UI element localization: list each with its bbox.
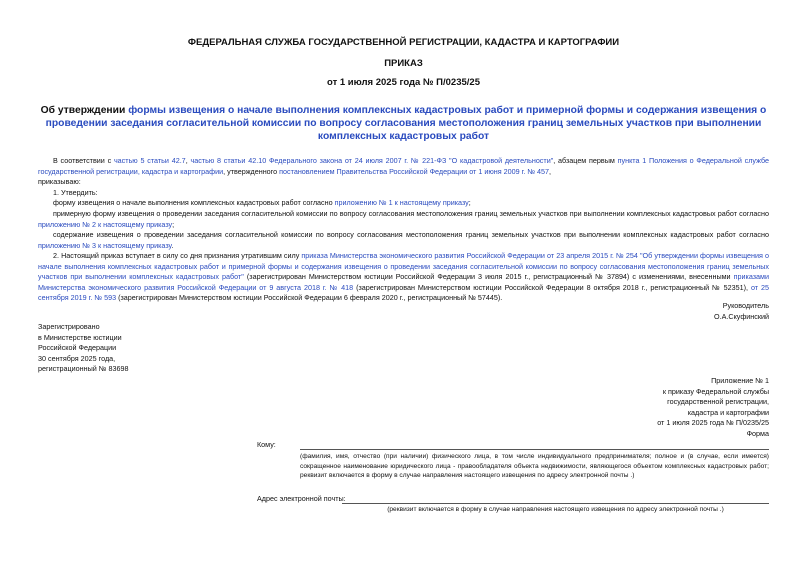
link-service-regulation[interactable]: пункта 1 Положения о Федеральной службе государственной регистрации, кадастра и картографии — [38, 156, 769, 176]
form-email-hint: (реквизит включается в форму в случае направления настоящего извещения по адресу электронной почты .) — [387, 506, 724, 513]
registration-line-5: регистрационный № 83698 — [38, 364, 129, 374]
item2-paragraph — [38, 251, 769, 304]
order-date-number: от 1 июля 2025 года № П/0235/25 — [327, 77, 480, 88]
form-email-label: Адрес электронной почты: — [257, 494, 346, 503]
preamble-text-3: , абзацем первым — [553, 156, 618, 165]
agency-name: ФЕДЕРАЛЬНАЯ СЛУЖБА ГОСУДАРСТВЕННОЙ РЕГИСТРАЦИИ, КАДАСТРА И КАРТОГРАФИИ — [187, 37, 620, 48]
appendix-header — [549, 376, 769, 440]
order-title — [38, 104, 769, 143]
appendix-line-1: Приложение № 1 — [711, 376, 769, 385]
appendix-line-3: государственной регистрации, — [667, 397, 769, 407]
item1-heading: 1. Утвердить: — [53, 188, 98, 197]
link-appendix-3[interactable]: приложению № 3 к настоящему приказу — [38, 240, 172, 250]
registration-line-4: 30 сентября 2025 года, — [38, 353, 116, 363]
link-appendix-2[interactable]: приложению № 2 к настоящему приказу — [38, 219, 173, 229]
registration-block — [38, 322, 258, 375]
appendix-line-6: Форма — [746, 428, 769, 438]
form-to-label: Кому: — [257, 440, 276, 449]
form-to-line — [300, 449, 769, 450]
item1b-end: ; — [172, 219, 175, 229]
preamble-text-1: В соответствии с — [53, 156, 114, 165]
link-order-254[interactable]: приказа Министерства экономического развития Российской Федерации от 23 апреля 2015 г. № 254 "Об утверждении формы извещения о начале выполнения комплексных кадастровых работ и примерной формы и содержания извещения о проведении заседания согласительной комиссии по вопросу согласования местоположения границ земельных участков при выполнении комплексных кадастровых работ" — [38, 251, 769, 282]
item1c-end: . — [171, 240, 174, 250]
item1a-end: ; — [468, 198, 471, 207]
preamble-text-4: , утвержденного — [223, 166, 280, 176]
registration-line-2: в Министерстве юстиции — [38, 332, 122, 342]
link-order-418[interactable]: приказами Министерства экономического развития Российской Федерации от 9 августа 2018 г. № 418 — [38, 272, 769, 292]
item1b-text: примерную форму извещения о проведении заседания согласительной комиссии по вопросу согласования местоположения границ земельных участков при выполнении комплексных кадастровых работ согласно — [53, 209, 769, 218]
form-email-line — [342, 503, 769, 504]
link-government-decree-457[interactable]: постановлением Правительства Российской Федерации от 1 июня 2009 г. № 457 — [279, 166, 550, 176]
appendix-line-5: от 1 июля 2025 года № П/0235/25 — [657, 418, 769, 428]
item2-text-1: 2. Настоящий приказ вступает в силу со дня признания утратившим силу — [53, 251, 302, 260]
registration-line-3: Российской Федерации — [38, 343, 117, 353]
link-appendix-1[interactable]: приложению № 1 к настоящему приказу — [334, 198, 469, 207]
item1c-text: содержание извещения о проведении заседания согласительной комиссии по вопросу согласования местоположения границ земельных участков при выполнении комплексных кадастровых работ согласно — [53, 230, 769, 239]
document-type: ПРИКАЗ — [384, 58, 423, 69]
link-federal-law-221[interactable]: частью 8 статьи 42.10 Федерального закона от 24 июля 2007 г. № 221-ФЗ "О кадастровой деятельности" — [190, 156, 554, 165]
form-to-hint: (фамилия, имя, отчество (при наличии) физического лица, в том числе индивидуального предпринимателя; полное и (в случае, если имеется) сокращенное наименование юридического лица - правообладателя объекта недвижимости, являющегося объектом комплексных кадастровых работ; реквизит включается в форму в случае направления настоящего извещения по адресу электронной почты .) — [300, 453, 769, 480]
item2-text-3: (зарегистрирован Министерством юстиции Российской Федерации 8 октября 2018 г., регистрационный № 52351), — [353, 282, 751, 292]
appendix-line-2: к приказу Федеральной службы — [662, 386, 769, 396]
preamble-text-5: , — [549, 166, 552, 176]
orders-word: приказываю: — [38, 177, 81, 186]
title-link[interactable]: формы извещения о начале выполнения комплексных кадастровых работ и примерной формы и содержания извещения о проведении заседания согласительной комиссии по вопросу согласования местоположения границ земельных участков при выполнении комплексных кадастровых работ — [45, 105, 767, 142]
link-order-593[interactable]: от 25 сентября 2019 г. № 593 — [38, 282, 770, 303]
item1-subitem-a — [38, 198, 769, 209]
preamble-text-2: , — [185, 156, 191, 165]
registration-line-1: Зарегистрировано — [38, 322, 100, 331]
preamble-paragraph — [38, 156, 769, 177]
item2-text-4: (зарегистрирован Министерством юстиции Российской Федерации 6 февраля 2020 г., регистрационный № 57445). — [116, 293, 503, 303]
title-prefix: Об утверждении — [40, 105, 129, 116]
item2-text-2: (зарегистрирован Министерством юстиции Российской Федерации 3 июля 2015 г., регистрационный № 37894) с изменениями, внесенными — [243, 272, 734, 282]
signature-role: Руководитель — [722, 301, 769, 310]
appendix-line-4: кадастра и картографии — [687, 407, 769, 417]
signature-name: О.А.Скуфинский — [714, 312, 769, 321]
item1-subitem-c — [38, 230, 769, 251]
item1a-text: форму извещения о начале выполнения комплексных кадастровых работ согласно — [53, 198, 335, 207]
link-part5-art42-7[interactable]: частью 5 статьи 42.7 — [113, 156, 186, 165]
item1-subitem-b — [38, 209, 769, 230]
